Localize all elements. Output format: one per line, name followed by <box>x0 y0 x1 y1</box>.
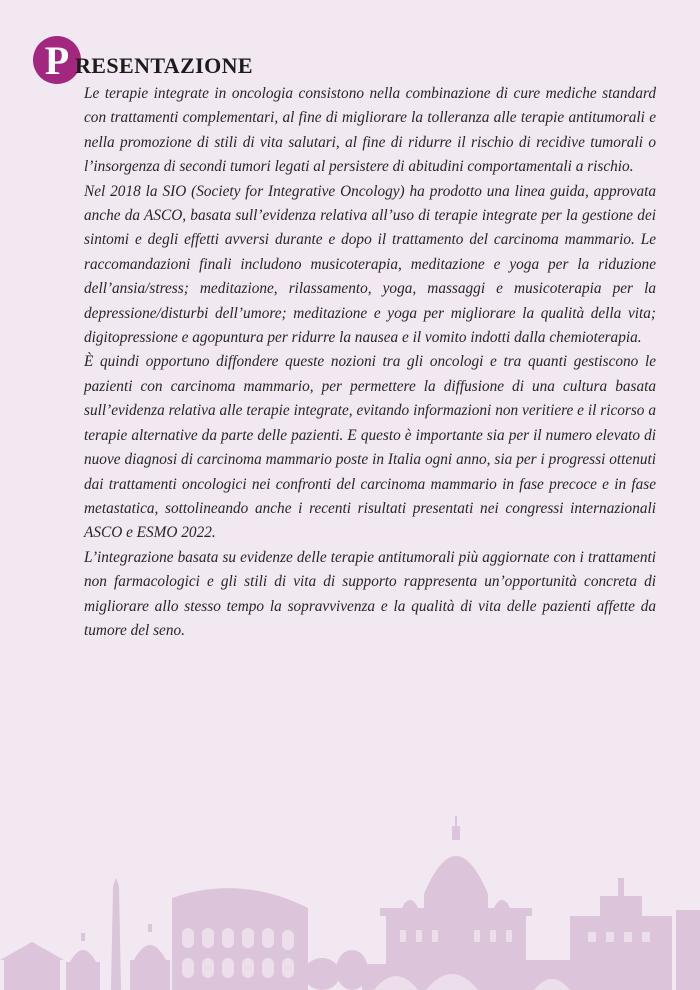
heading-text: RESENTAZIONE <box>75 53 253 78</box>
paragraph: È quindi opportuno diffondere queste nozioni tra gli oncologi e tra quanti gestiscono le pazienti con carcinoma mammario, per permettere la diffusione di una cultura basata sull’evidenza relativa alle terapie integrate, evitando informazioni non veritiere e il ricorso a terapie alternative da parte delle pazienti. E questo è importante sia per il numero elevato di nuove diagnosi di carcinoma mammario poste in Italia ogni anno, sia per i progressi ottenuti dai trattamenti oncologici nei confronti del carcinoma mammario in fase precoce e in fase metastatica, sottolineando anche i recenti risultati presentati nei congressi internazionali ASCO e ESMO 2022. <box>84 353 656 542</box>
skyline-illustration <box>0 790 700 990</box>
paragraph: Le terapie integrate in oncologia consistono nella combinazione di cure mediche standard con trattamenti complementari, al fine di migliorare la tolleranza alle terapie antitumorali e nella promozione di stili di vita salutari, al fine di ridurre il rischio di recidive tumorali o l’insorgenza di secondi tumori legati al persistere di abitudini comportamentali a rischio. <box>84 85 656 176</box>
body-text <box>84 82 656 643</box>
paragraph: L’integrazione basata su evidenze delle terapie antitumorali più aggiornate con i trattamenti non farmacologici e gli stili di vita di supporto rappresenta un’opportunità concreta di migliorare allo stesso tempo la sopravvivenza e la qualità di vita delle pazienti affette da tumore del seno. <box>84 548 656 639</box>
paragraph: Nel 2018 la SIO (Society for Integrative Oncology) ha prodotto una linea guida, approvata anche da ASCO, basata sull’evidenza relativa all’uso di terapie integrate per la gestione dei sintomi e degli effetti avversi durante e dopo il trattamento del carcinoma mammario. Le raccomandazioni finali includono musicoterapia, meditazione e yoga per la riduzione dell’ansia/stress; meditazione, rilassamento, yoga, massaggi e musicoterapia per la depressione/disturbi dell’umore; meditazione e yoga per migliorare la qualità della vita; digitopressione e agopuntura per ridurre la nausea e il vomito indotti dalla chemioterapia. <box>84 182 656 347</box>
heading-initial: P <box>44 38 70 83</box>
